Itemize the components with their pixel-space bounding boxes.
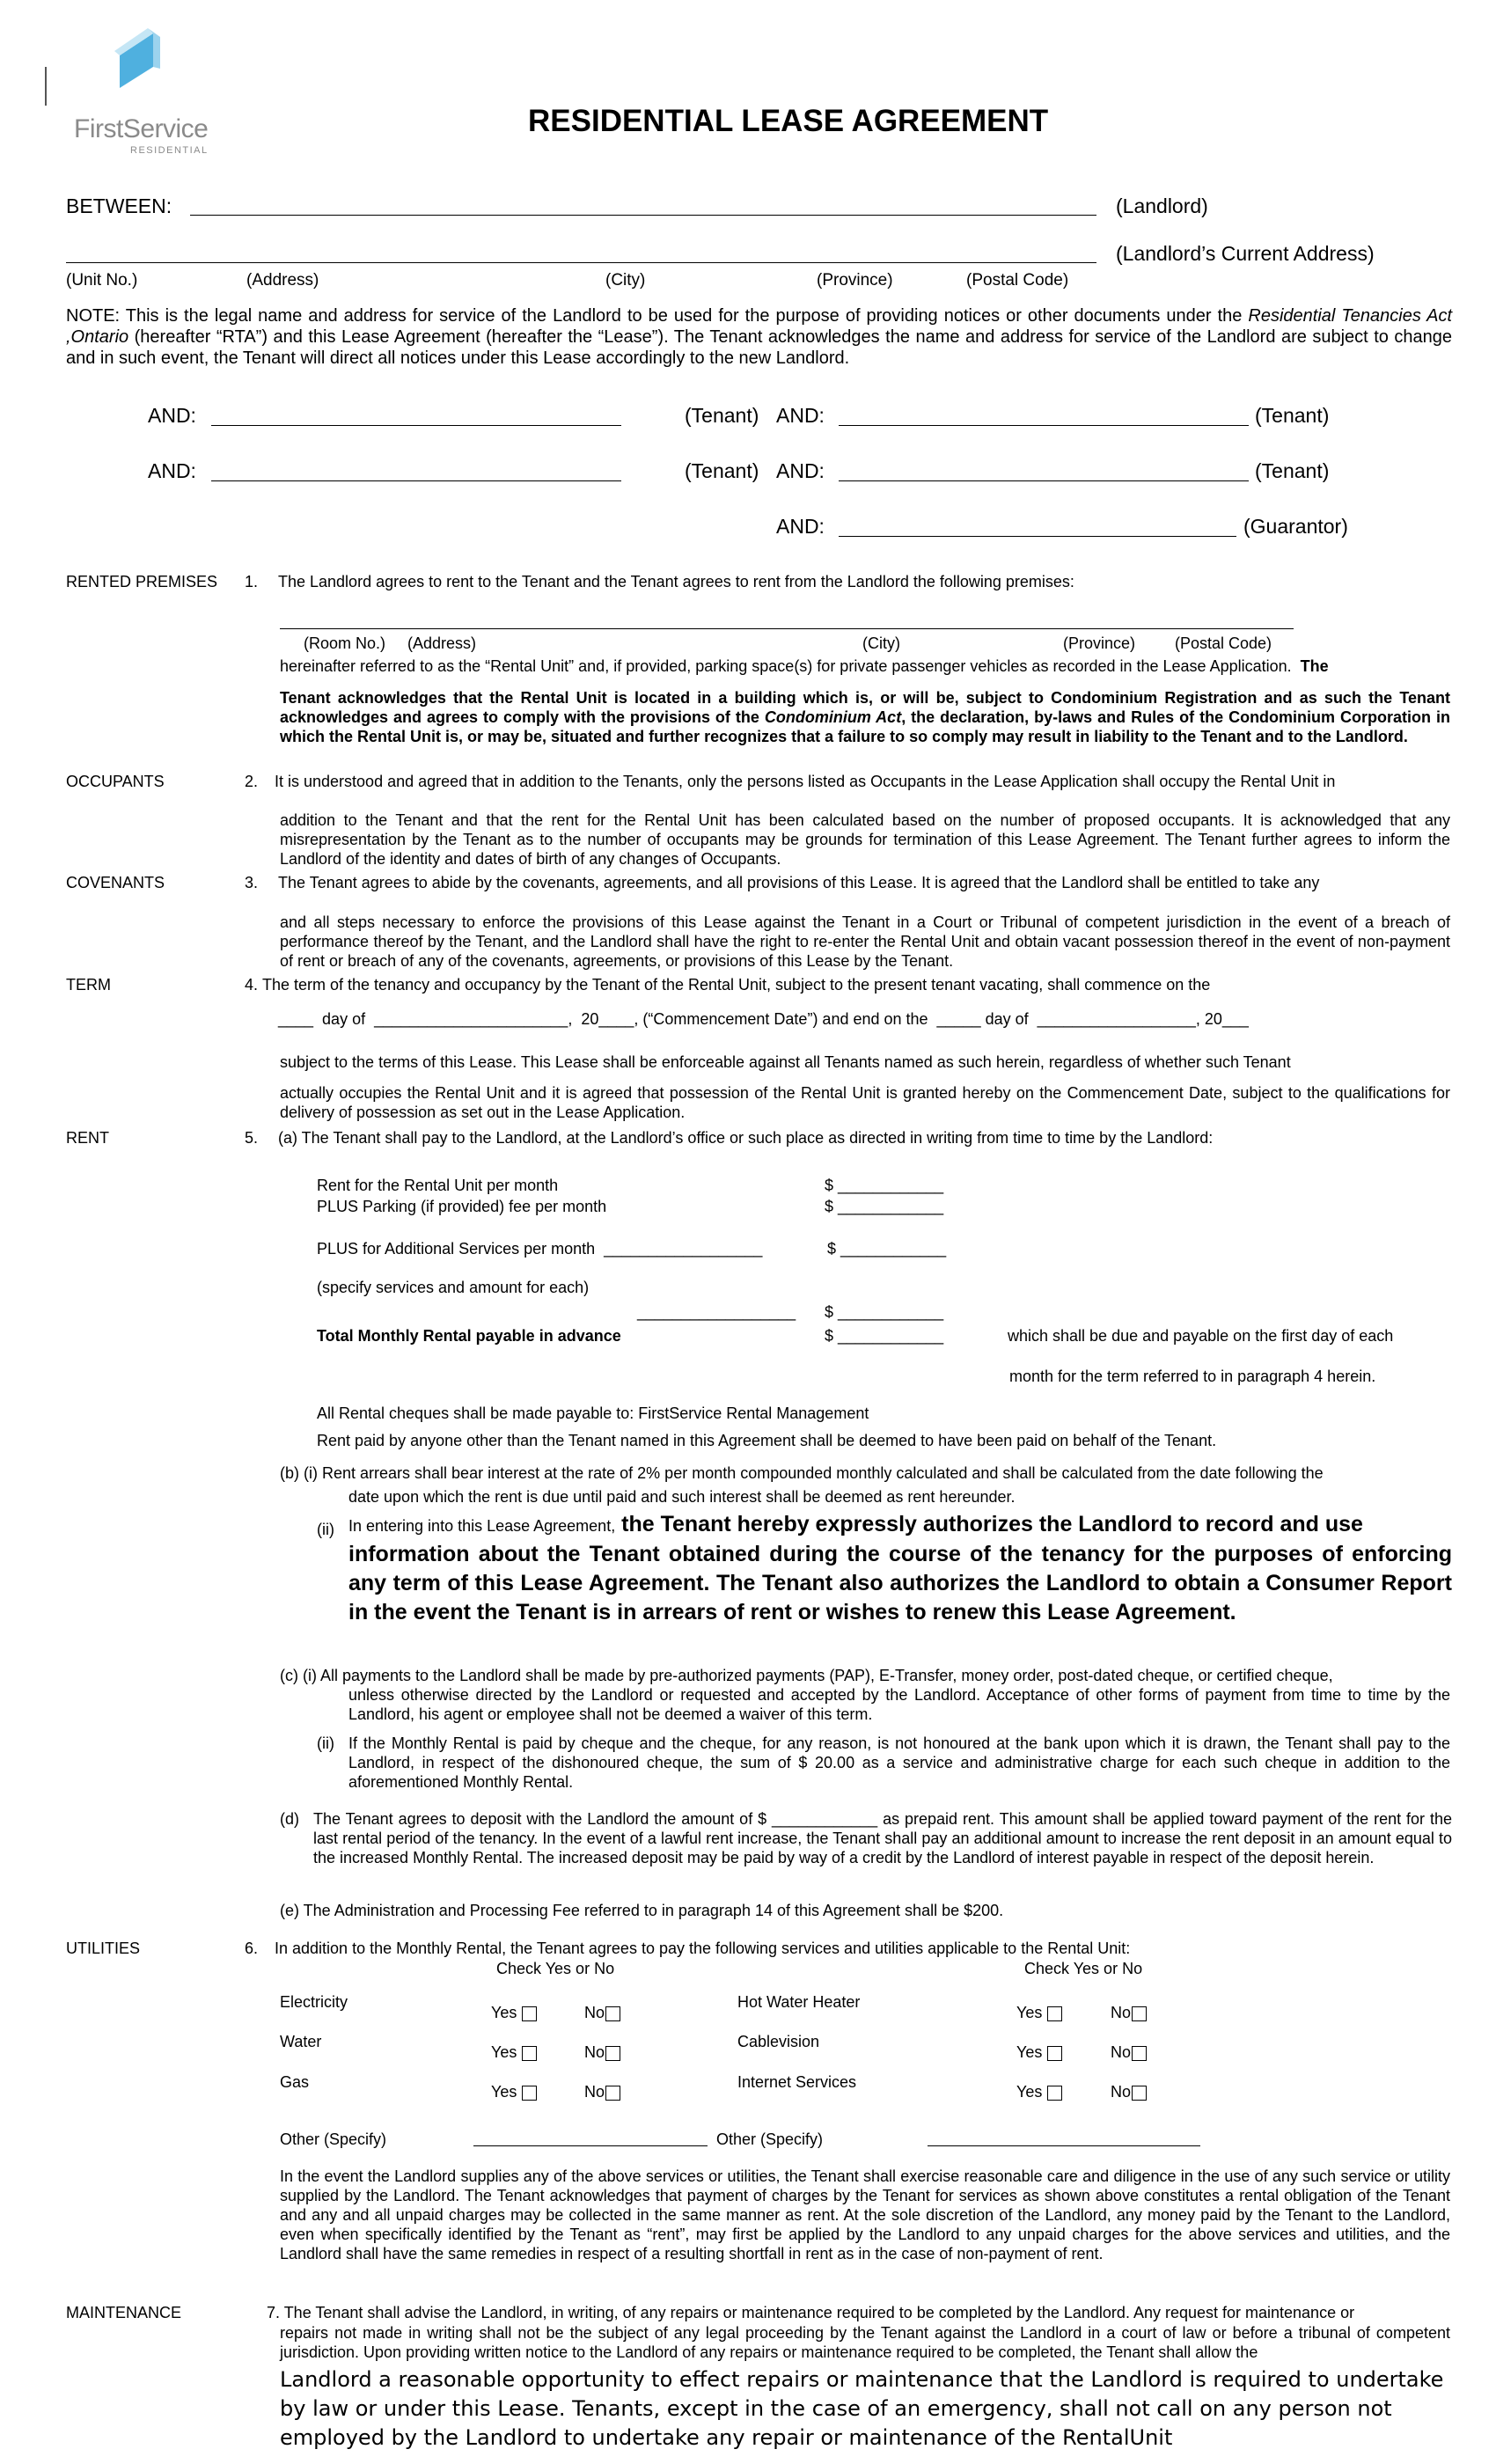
logo: [42, 25, 218, 165]
rent-a: (a) The Tenant shall pay to the Landlord, at the Landlord’s office or such place as directed in writing from time to time by the Landlord:: [278, 1129, 1214, 1147]
caption-address: (Address): [246, 271, 319, 290]
caption-province: (Province): [1063, 634, 1136, 652]
rent-d-label: (d): [280, 1810, 299, 1828]
utility-checkbox-no[interactable]: [584, 2082, 620, 2101]
checkbox[interactable]: [522, 2086, 537, 2101]
tenant-caption: (Tenant): [685, 404, 759, 427]
checkbox[interactable]: [522, 2046, 537, 2061]
utility-checkbox-yes[interactable]: [1016, 2042, 1062, 2062]
utilities-paragraph: In the event the Landlord supplies any of the above services or utilities, the Tenant shall exercise reasonable care and diligence in the use of any such service or utility supplied by the Landlord. The Tenant acknowledges that payment of charges by the Tenant for services as shown above constitutes a rental obligation of the Tenant and any and all unpaid charges may be collected in the same manner as rent. At the sole discretion of the Landlord, any money paid by the Tenant to the Landlord, even when specifically identified by the Tenant as “rent”, may first be applied by the Landlord to any unpaid charges for the above services and utilities, and the Landlord shall have the same remedies in respect of a resulting shortfall in rent as in the case of non-payment of rent.: [280, 2167, 1450, 2262]
rent-row-label: Rent for the Rental Unit per month: [317, 1177, 559, 1194]
rented-text: The Landlord agrees to rent to the Tenant and the Tenant agrees to rent from the Landlord the following premises:: [278, 573, 1074, 590]
yes-label: Yes: [491, 2043, 517, 2061]
section-label-covenants: COVENANTS: [66, 874, 165, 891]
section-num-6: 6.: [245, 1940, 259, 1957]
caption-room: (Room No.): [304, 634, 386, 652]
yes-label: Yes: [491, 2004, 517, 2021]
rent-e: (e) The Administration and Processing Fee referred to in paragraph 14 of this Agreement shall be $200.: [280, 1902, 1004, 1919]
logo-margin-bar: [45, 67, 47, 106]
rent-row-value[interactable]: $ ____________: [825, 1198, 944, 1215]
tenant-caption: (Tenant): [1255, 404, 1330, 427]
caption-postal: (Postal Code): [1175, 634, 1272, 652]
checkbox[interactable]: [1132, 2046, 1147, 2061]
checkbox[interactable]: [1047, 2086, 1062, 2101]
page-title: RESIDENTIAL LEASE AGREEMENT: [528, 104, 1049, 138]
rent-row-label: PLUS Parking (if provided) fee per month: [317, 1198, 607, 1215]
caption-province: (Province): [817, 271, 893, 290]
tenant-caption: (Tenant): [1255, 459, 1330, 482]
rented-after-bold: The: [1300, 657, 1329, 675]
guarantor-line[interactable]: [839, 536, 1236, 537]
premises-line[interactable]: [280, 628, 1294, 629]
rent-c-ii-label: (ii): [317, 1734, 334, 1752]
condo-text-act: Condominium Act: [764, 708, 902, 726]
rent-paid-by: Rent paid by anyone other than the Tenant named in this Agreement shall be deemed to have been paid on behalf of the Tenant.: [317, 1432, 1217, 1449]
landlord-caption: (Landlord): [1116, 194, 1208, 217]
rent-b-i-1: (b) (i) Rent arrears shall bear interest at the rate of 2% per month compounded monthly calculated and shall be calculated from the date following the: [280, 1464, 1324, 1482]
landlord-address-caption: (Landlord’s Current Address): [1116, 242, 1375, 265]
rent-c-i-1: (c) (i) All payments to the Landlord shall be made by pre-authorized payments (PAP), E-Transfer, money order, post-dated cheque, or certified cheque,: [280, 1667, 1333, 1684]
checkbox[interactable]: [605, 2006, 620, 2021]
checkbox[interactable]: [1047, 2006, 1062, 2021]
other-specify-line[interactable]: [928, 2145, 1200, 2146]
and-label: AND:: [776, 404, 825, 427]
utility-checkbox-yes[interactable]: [491, 2042, 537, 2062]
term-dates[interactable]: ____ day of ______________________, 20____, (“Commencement Date”) and end on the _____ day of __________________, 20___: [278, 1010, 1249, 1028]
no-label: No: [584, 2043, 605, 2061]
check-header: Check Yes or No: [496, 1960, 615, 1977]
checkbox[interactable]: [1132, 2006, 1147, 2021]
landlord-address-line: [66, 262, 1096, 263]
rent-due-2: month for the term referred to in paragraph 4 herein.: [1009, 1368, 1376, 1385]
check-header: Check Yes or No: [1024, 1960, 1143, 1977]
rent-c-i-2: unless otherwise directed by the Landlord or requested and accepted by the Landlord. Acceptance of other forms of payment from time to time by the Landlord, his agent or employee shall not be deemed a waiver of this term.: [348, 1686, 1450, 1723]
logo-brand: FirstService: [74, 114, 209, 143]
and-label: AND:: [776, 515, 825, 538]
occupants-line1: It is understood and agreed that in addition to the Tenants, only the persons listed as Occupants in the Lease Application shall occupy the Rental Unit in: [275, 773, 1336, 790]
rent-row-value[interactable]: $ ____________: [825, 1177, 944, 1194]
utility-label: Hot Water Heater: [737, 1993, 861, 2011]
rent-b-ii-label: (ii): [317, 1521, 334, 1538]
condo-text-pre: Tenant acknowledges that the Rental Unit is located in a building which is, or will be, subject to Condominium Registration and as such the Tenant acknowledges and agrees to comply with the provisions of the: [280, 689, 1450, 726]
rent-row-label: (specify services and amount for each): [317, 1279, 590, 1296]
rent-b-ii-big1: the Tenant hereby expressly authorizes the Landlord to record and use: [615, 1512, 1363, 1536]
and-label: AND:: [148, 404, 196, 427]
note-text-pre: NOTE: This is the legal name and address for service of the Landlord to be used for the purpose of providing notices or other documents under the: [66, 306, 1249, 326]
and-label: AND:: [148, 459, 196, 482]
note-paragraph: [66, 305, 1452, 369]
maintenance-paragraph: repairs not made in writing shall not be the subject of any legal proceeding by the Tenant against the Landlord in a court of law or before a tribunal of competent jurisdiction. Upon providing written notice to the Landlord of any repairs or maintenance required to be completed, the Tenant shall allow the: [280, 2324, 1450, 2361]
rent-d: The Tenant agrees to deposit with the Landlord the amount of $ ____________ as prepaid rent. This amount shall be applied toward payment of the rent for the last rental period of the tenancy. In the event of a lawful rent increase, the Tenant shall pay an additional amount to increase the rent deposit in an amount equal to the increased Monthly Rental. The increased deposit may be paid by way of a credit by the Landlord of interest payable in respect of the deposit herein.: [313, 1810, 1452, 1866]
note-text-post: (hereafter “RTA”) and this Lease Agreement (hereafter the “Lease”). The Tenant acknowledges the name and address for service of the Landlord are subject to change and in such event, the Tenant will direct all notices under this Lease accordingly to the new Landlord.: [66, 327, 1452, 368]
guarantor-caption: (Guarantor): [1243, 515, 1348, 538]
section-label-term: TERM: [66, 976, 111, 994]
covenants-paragraph: and all steps necessary to enforce the provisions of this Lease against the Tenant in a Court or Tribunal of competent jurisdiction in the event of a breach of performance thereof by the Tenant, and the Landlord shall have the right to re-enter the Rental Unit and obtain vacant possession thereof in the event of non-payment of rent or breach of any of the covenants, agreements, or provisions of this Lease by the Tenant.: [280, 913, 1450, 970]
rent-due-1: which shall be due and payable on the first day of each: [1008, 1327, 1394, 1345]
occupants-paragraph: addition to the Tenant and that the rent for the Rental Unit has been calculated based on the number of proposed occupants. It is acknowledged that any misrepresentation by the Tenant as to the number of occupants may be grounds for termination of this Lease Agreement. The Tenant further agrees to inform the Landlord of the identity and dates of birth of any changes of Occupants.: [280, 811, 1450, 868]
rent-row-label: PLUS for Additional Services per month __________________: [317, 1240, 763, 1258]
between-label: BETWEEN:: [66, 194, 172, 217]
rent-row-value[interactable]: $ ____________: [827, 1240, 947, 1258]
yes-label: Yes: [491, 2083, 517, 2101]
tenant-caption: (Tenant): [685, 459, 759, 482]
no-label: No: [1111, 2083, 1132, 2101]
yes-label: Yes: [1016, 2004, 1043, 2021]
rent-total-label: Total Monthly Rental payable in advance: [317, 1327, 621, 1345]
section-num-5: 5.: [245, 1129, 259, 1147]
checkbox[interactable]: [1047, 2046, 1062, 2061]
checkbox[interactable]: [1132, 2086, 1147, 2101]
condominium-paragraph: [280, 688, 1450, 746]
section-label-occupants: OCCUPANTS: [66, 773, 165, 790]
section-num-2: 2.: [245, 773, 259, 790]
utility-checkbox-yes[interactable]: [491, 2082, 537, 2101]
utilities-intro: In addition to the Monthly Rental, the Tenant agrees to pay the following services and utilities applicable to the Rental Unit:: [275, 1940, 1131, 1957]
rent-b-i-2: date upon which the rent is due until paid and such interest shall be deemed as rent hereunder.: [348, 1488, 1016, 1506]
utility-label: Gas: [280, 2073, 310, 2091]
rent-b-ii-paragraph: information about the Tenant obtained during the course of the tenancy for the purposes of enforcing any term of this Lease Agreement. The Tenant also authorizes the Landlord to obtain a Consumer Report in the event the Tenant is in arrears of rent or wishes to renew this Lease Agreement.: [348, 1542, 1452, 1624]
covenants-line1: The Tenant agrees to abide by the covenants, agreements, and all provisions of this Lease. It is agreed that the Landlord shall be entitled to take any: [278, 874, 1320, 891]
section-label-rented: RENTED PREMISES: [66, 573, 218, 590]
caption-city: (City): [862, 634, 900, 652]
landlord-name-line: [190, 215, 1096, 216]
other-specify-line[interactable]: [473, 2145, 708, 2146]
rented-after-text: hereinafter referred to as the “Rental Unit” and, if provided, parking space(s) for private passenger vehicles as recorded in the Lease Application.: [280, 657, 1292, 675]
yes-label: Yes: [1016, 2043, 1043, 2061]
checkbox[interactable]: [522, 2006, 537, 2021]
checkbox[interactable]: [605, 2086, 620, 2101]
utility-label: Water: [280, 2033, 322, 2050]
note-text-act: Residential Tenancies Act ,Ontario: [66, 306, 1452, 347]
other-specify-label: Other (Specify): [716, 2130, 824, 2148]
yes-label: Yes: [1016, 2083, 1043, 2101]
caption-city: (City): [605, 271, 646, 290]
utility-checkbox-yes[interactable]: [1016, 2003, 1062, 2022]
utility-checkbox-no[interactable]: [1111, 2082, 1147, 2101]
rent-b-ii-small: In entering into this Lease Agreement,: [348, 1517, 616, 1535]
tenant-line[interactable]: [211, 425, 621, 426]
rent-total-value[interactable]: $ ____________: [825, 1327, 944, 1345]
condo-text-post: , the declaration, by-laws and Rules of the Condominium Corporation in which the Rental Unit is, or may be, situated and further recognizes that a failure to so comply may result in liability to the Tenant and to the Landlord.: [280, 708, 1450, 745]
utility-checkbox-yes[interactable]: [1016, 2082, 1062, 2101]
term-paragraph: actually occupies the Rental Unit and it is agreed that possession of the Rental Unit is granted hereby on the Commencement Date, subject to the qualifications for delivery of possession as set out in the Lease Application.: [280, 1084, 1450, 1121]
section-label-rent: RENT: [66, 1129, 109, 1147]
logo-mark-icon: [76, 25, 181, 108]
tenant-line[interactable]: [211, 480, 621, 481]
caption-address: (Address): [407, 634, 477, 652]
utility-label: Internet Services: [737, 2073, 857, 2091]
utility-checkbox-no[interactable]: [1111, 2042, 1147, 2062]
term-line3: subject to the terms of this Lease. This Lease shall be enforceable against all Tenants named as such herein, regardless of whether such Tenant: [280, 1053, 1291, 1071]
section-num-1: 1.: [245, 573, 259, 590]
utility-checkbox-yes[interactable]: [491, 2003, 537, 2022]
utility-label: Electricity: [280, 1993, 348, 2011]
section-label-maintenance: MAINTENANCE: [66, 2304, 182, 2321]
rent-b-ii-first: [348, 1512, 1363, 1537]
no-label: No: [584, 2004, 605, 2021]
utility-checkbox-no[interactable]: [584, 2042, 620, 2062]
section-num-4: 4.: [245, 976, 259, 994]
checkbox[interactable]: [605, 2046, 620, 2061]
rent-cheques: All Rental cheques shall be made payable to: FirstService Rental Management: [317, 1404, 869, 1422]
rent-c-ii: If the Monthly Rental is paid by cheque and the cheque, for any reason, is not honoured at the bank upon which it is drawn, the Tenant shall pay to the Landlord, in respect of the dishonoured cheque, the sum of $ 20.00 as a service and administrative charge for each such cheque in addition to the aforementioned Monthly Rental.: [348, 1734, 1450, 1791]
rented-after: [280, 656, 1452, 676]
utility-checkbox-no[interactable]: [584, 2003, 620, 2022]
rent-row-label[interactable]: __________________: [637, 1303, 796, 1321]
utility-label: Cablevision: [737, 2033, 820, 2050]
and-label: AND:: [776, 459, 825, 482]
caption-postal: (Postal Code): [966, 271, 1069, 290]
logo-sub: RESIDENTIAL: [130, 145, 209, 156]
rent-row-value[interactable]: $ ____________: [825, 1303, 944, 1321]
section-label-utilities: UTILITIES: [66, 1940, 141, 1957]
maintenance-large-text: Landlord a reasonable opportunity to effect repairs or maintenance that the Landlord is required to undertake by law or under this Lease. Tenants, except in the case of an emergency, shall not call on any person not employed by the Landlord to undertake any repair or maintenance of the RentalUnit: [280, 2367, 1444, 2450]
tenant-line[interactable]: [839, 480, 1249, 481]
section-num-3: 3.: [245, 874, 259, 891]
other-specify-label: Other (Specify): [280, 2130, 387, 2148]
tenant-line[interactable]: [839, 425, 1249, 426]
no-label: No: [1111, 2043, 1132, 2061]
caption-unit: (Unit No.): [66, 271, 138, 290]
maintenance-line1: 7. The Tenant shall advise the Landlord, in writing, of any repairs or maintenance required to be completed by the Landlord. Any request for maintenance or: [267, 2304, 1355, 2321]
term-line1: The term of the tenancy and occupancy by the Tenant of the Rental Unit, subject to the present tenant vacating, shall commence on the: [262, 976, 1211, 994]
no-label: No: [584, 2083, 605, 2101]
no-label: No: [1111, 2004, 1132, 2021]
utility-checkbox-no[interactable]: [1111, 2003, 1147, 2022]
